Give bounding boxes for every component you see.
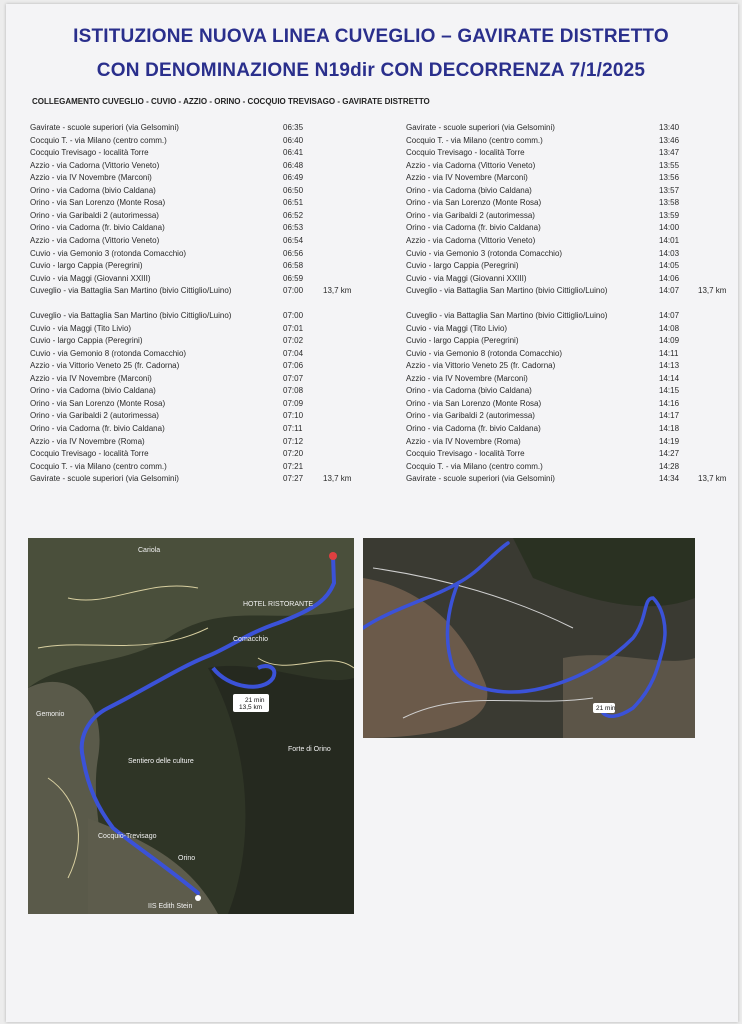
stop-name: Azzio - via IV Novembre (Marconi) [406, 173, 528, 183]
stop-time: 07:04 [283, 348, 304, 358]
stop-time: 14:00 [659, 223, 680, 233]
stop-time: 06:59 [283, 273, 304, 283]
stop-time: 07:12 [283, 436, 304, 446]
route-duration-right: 21 min [596, 705, 616, 712]
stop-time: 14:15 [659, 386, 680, 396]
stop-name: Cuvio - via Maggi (Tito Livio) [30, 323, 132, 333]
stop-name: Azzio - via IV Novembre (Roma) [406, 436, 521, 446]
stop-time: 14:11 [659, 348, 679, 358]
stop-name: Cuvio - largo Cappia (Peregrini) [406, 261, 519, 271]
stop-name: Cuvio - via Gemonio 3 (rotonda Comacchio) [406, 248, 563, 258]
stop-time: 14:19 [659, 436, 680, 446]
stop-time: 13:40 [659, 123, 680, 132]
route-distance: 13,7 km [323, 474, 352, 484]
stop-time: 14:14 [659, 373, 680, 383]
stop-name: Cuvio - via Maggi (Giovanni XXIII) [30, 273, 151, 283]
route-distance: 13,7 km [323, 286, 352, 296]
stop-time: 14:03 [659, 248, 680, 258]
stop-time: 07:02 [283, 336, 304, 346]
stop-name: Gavirate - scuole superiori (via Gelsomini) [30, 123, 179, 132]
map-label-gemonio: Gemonio [36, 711, 65, 718]
stop-time: 06:53 [283, 223, 304, 233]
stop-time: 14:13 [659, 361, 680, 371]
stop-time: 06:49 [283, 173, 304, 183]
page-title-line1: ISTITUZIONE NUOVA LINEA CUVEGLIO – GAVIRATE DISTRETTO [73, 26, 669, 47]
stop-name: Cuvio - via Maggi (Tito Livio) [406, 323, 508, 333]
route-duration-left: 21 min [245, 697, 265, 704]
stop-time: 06:40 [283, 135, 304, 145]
stop-name: Azzio - via IV Novembre (Roma) [30, 436, 145, 446]
route-map-right [363, 538, 695, 738]
stop-name: Orino - via Garibaldi 2 (autorimessa) [406, 411, 535, 421]
stop-time: 14:28 [659, 461, 680, 471]
stop-name: Orino - via Cadorna (bivio Caldana) [30, 185, 156, 195]
stop-time: 14:07 [659, 286, 680, 296]
stop-time: 13:58 [659, 198, 680, 208]
stop-time: 06:52 [283, 210, 304, 220]
stop-name: Cuvio - largo Cappia (Peregrini) [30, 336, 143, 346]
stop-time: 14:07 [659, 311, 680, 320]
stop-name: Cocquio Trevisago - località Torre [406, 449, 525, 459]
stop-name: Gavirate - scuole superiori (via Gelsomini) [30, 474, 179, 484]
stop-name: Gavirate - scuole superiori (via Gelsomini) [406, 474, 555, 484]
stop-time: 14:01 [659, 235, 680, 245]
stop-time: 13:46 [659, 135, 680, 145]
stop-time: 07:06 [283, 361, 304, 371]
stop-name: Azzio - via IV Novembre (Marconi) [30, 173, 152, 183]
stop-time: 07:00 [283, 311, 304, 320]
stop-name: Cuveglio - via Battaglia San Martino (bivio Cittiglio/Luino) [406, 311, 608, 320]
stop-name: Cocquio T. - via Milano (centro comm.) [30, 461, 167, 471]
stop-name: Cuvio - largo Cappia (Peregrini) [406, 336, 519, 346]
stop-time: 06:48 [283, 160, 304, 170]
stop-name: Cocquio T. - via Milano (centro comm.) [30, 135, 167, 145]
stop-time: 14:18 [659, 423, 680, 433]
page-title-line2: CON DENOMINAZIONE N19dir CON DECORRENZA 7/1/2025 [96, 60, 646, 81]
stop-time: 06:54 [283, 235, 304, 245]
stop-time: 14:08 [659, 323, 680, 333]
stop-name: Orino - via San Lorenzo (Monte Rosa) [406, 198, 542, 208]
stop-name: Cuveglio - via Battaglia San Martino (bivio Cittiglio/Luino) [30, 311, 232, 320]
stop-name: Azzio - via Cadorna (Vittorio Veneto) [30, 235, 160, 245]
stop-name: Orino - via Cadorna (bivio Caldana) [406, 386, 532, 396]
map-label-orino: Orino [178, 855, 196, 862]
stop-time: 14:06 [659, 273, 680, 283]
stop-time: 13:56 [659, 173, 680, 183]
stop-name: Cuvio - via Gemonio 8 (rotonda Comacchio) [30, 348, 187, 358]
stop-name: Orino - via San Lorenzo (Monte Rosa) [30, 198, 166, 208]
stop-time: 06:51 [283, 198, 304, 208]
stop-name: Orino - via Cadorna (fr. bivio Caldana) [406, 223, 541, 233]
stop-name: Orino - via Garibaldi 2 (autorimessa) [30, 210, 159, 220]
stop-name: Azzio - via Cadorna (Vittorio Veneto) [406, 160, 536, 170]
stop-name: Azzio - via IV Novembre (Marconi) [30, 373, 152, 383]
stop-name: Cocquio T. - via Milano (centro comm.) [406, 135, 543, 145]
stop-name: Orino - via Cadorna (fr. bivio Caldana) [30, 423, 165, 433]
map-label-cariola: Cariola [138, 547, 161, 554]
stop-time: 07:11 [283, 423, 303, 433]
map-label-iis: IIS Edith Stein [148, 903, 193, 910]
stop-name: Azzio - via Vittorio Veneto 25 (fr. Cadorna) [406, 361, 556, 371]
stop-time: 06:41 [283, 148, 304, 158]
stop-name: Cocquio Trevisago - località Torre [30, 449, 149, 459]
stop-time: 06:56 [283, 248, 304, 258]
stop-name: Cuvio - via Maggi (Giovanni XXIII) [406, 273, 527, 283]
stop-name: Cocquio T. - via Milano (centro comm.) [406, 461, 543, 471]
stop-time: 07:10 [283, 411, 304, 421]
stop-time: 13:55 [659, 160, 680, 170]
stop-name: Orino - via Garibaldi 2 (autorimessa) [30, 411, 159, 421]
stop-name: Cuvio - via Gemonio 8 (rotonda Comacchio) [406, 348, 563, 358]
stop-time: 07:08 [283, 386, 304, 396]
stop-time: 14:17 [659, 411, 680, 421]
route-distance: 13,7 km [698, 286, 727, 296]
map-label-cocquio: Cocquio-Trevisago [98, 833, 157, 840]
route-distance-left: 13,5 km [239, 704, 263, 711]
stop-name: Orino - via Cadorna (fr. bivio Caldana) [30, 223, 165, 233]
stop-name: Azzio - via Vittorio Veneto 25 (fr. Cadorna) [30, 361, 180, 371]
stop-name: Cocquio Trevisago - località Torre [30, 148, 149, 158]
stop-time: 07:01 [283, 323, 304, 333]
stop-time: 07:27 [283, 474, 304, 484]
map-label-hotel: HOTEL RISTORANTE [243, 601, 314, 608]
route-map-left [28, 538, 354, 914]
stop-name: Cuvio - via Gemonio 3 (rotonda Comacchio) [30, 248, 187, 258]
stop-time: 14:16 [659, 398, 680, 408]
stop-time: 14:27 [659, 449, 680, 459]
stop-name: Azzio - via Cadorna (Vittorio Veneto) [30, 160, 160, 170]
map-label-sentiero: Sentiero delle culture [128, 758, 194, 765]
map-label-forte: Forte di Orino [288, 746, 331, 753]
stop-time: 07:07 [283, 373, 304, 383]
stop-name: Gavirate - scuole superiori (via Gelsomini) [406, 123, 555, 132]
stop-name: Cuvio - largo Cappia (Peregrini) [30, 261, 143, 271]
stop-time: 13:47 [659, 148, 680, 158]
stop-name: Cocquio Trevisago - località Torre [406, 148, 525, 158]
stop-time: 06:58 [283, 261, 304, 271]
stop-name: Orino - via Garibaldi 2 (autorimessa) [406, 210, 535, 220]
stop-name: Orino - via Cadorna (bivio Caldana) [30, 386, 156, 396]
route-subtitle: COLLEGAMENTO CUVEGLIO - CUVIO - AZZIO - ORINO - COCQUIO TREVISAGO - GAVIRATE DISTRETTO [32, 97, 430, 106]
stop-name: Orino - via San Lorenzo (Monte Rosa) [30, 398, 166, 408]
stop-time: 13:57 [659, 185, 680, 195]
stop-time: 14:09 [659, 336, 680, 346]
stop-time: 07:09 [283, 398, 304, 408]
stop-name: Azzio - via IV Novembre (Marconi) [406, 373, 528, 383]
stop-name: Cuveglio - via Battaglia San Martino (bivio Cittiglio/Luino) [406, 286, 608, 296]
map-label-comacchio: Comacchio [233, 636, 269, 643]
stop-time: 14:34 [659, 474, 680, 484]
stop-name: Cuveglio - via Battaglia San Martino (bivio Cittiglio/Luino) [30, 286, 232, 296]
stop-time: 07:20 [283, 449, 304, 459]
stop-time: 06:35 [283, 123, 304, 132]
stop-time: 07:21 [283, 461, 304, 471]
stop-name: Orino - via Cadorna (fr. bivio Caldana) [406, 423, 541, 433]
stop-time: 13:59 [659, 210, 680, 220]
stop-time: 06:50 [283, 185, 304, 195]
stop-time: 07:00 [283, 286, 304, 296]
stop-name: Azzio - via Cadorna (Vittorio Veneto) [406, 235, 536, 245]
stop-name: Orino - via Cadorna (bivio Caldana) [406, 185, 532, 195]
route-distance: 13,7 km [698, 474, 727, 484]
stop-time: 14:05 [659, 261, 680, 271]
stop-name: Orino - via San Lorenzo (Monte Rosa) [406, 398, 542, 408]
